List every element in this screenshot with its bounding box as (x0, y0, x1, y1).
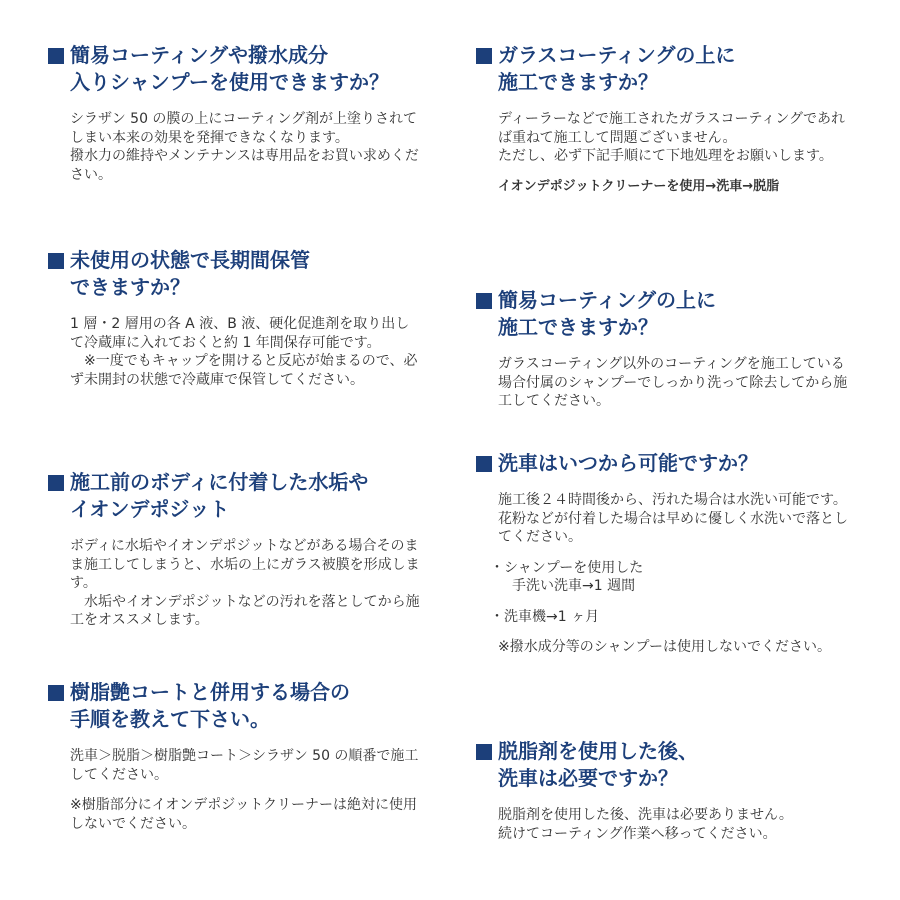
square-bullet-icon (476, 456, 492, 472)
list-item: ・シャンプーを使用した (490, 559, 644, 576)
faq-glass-coating (476, 42, 886, 196)
faq-heading: 施工前のボディに付着した水垢や イオンデポジット (48, 469, 443, 523)
faq-answer: ボディに水垢やイオンデポジットなどがある場合そのまま施工してしまうと、水垢の上にガラス被膜を形成します。 水垢やイオンデポジットなどの汚れを落としてから施工をオススメします。 (70, 538, 420, 628)
square-bullet-icon (48, 253, 64, 269)
faq-answer: シラザン 50 の膜の上にコーティング剤が上塗りされてしまい本来の効果を発揮できなくなります。 撥水力の維持やメンテナンスは専用品をお買い求めください。 (70, 111, 419, 183)
faq-shampoo (48, 42, 443, 184)
faq-answer: 洗車＞脱脂＞樹脂艶コート＞シラザン 50 の順番で施工してください。 ※樹脂部分にイオンデポジットクリーナーは絶対に使用しないでください。 (70, 748, 419, 832)
faq-heading: ガラスコーティングの上に 施工できますか？ (476, 42, 886, 96)
square-bullet-icon (476, 293, 492, 309)
faq-heading: 樹脂艶コートと併用する場合の 手順を教えて下さい。 (48, 679, 443, 733)
square-bullet-icon (48, 685, 64, 701)
faq-water-spots (48, 469, 443, 630)
faq-answer: ガラスコーティング以外のコーティングを施工している場合付属のシャンプーでしっかり洗って除去してから施工してください。 (498, 356, 848, 409)
faq-resin-coat (48, 679, 443, 833)
list-item: 手洗い洗車→1 週間 (512, 578, 636, 594)
faq-heading: 簡易コーティングや撥水成分 入りシャンプーを使用できますか？ (48, 42, 443, 96)
faq-simple-coating (476, 287, 886, 411)
procedure-steps: イオンデポジットクリーナーを使用→洗車→脱脂 (498, 178, 780, 194)
faq-heading: 脱脂剤を使用した後、 洗車は必要ですか？ (476, 738, 886, 792)
faq-heading: 洗車はいつから可能ですか？ (476, 450, 886, 477)
faq-heading: 未使用の状態で長期間保管 できますか？ (48, 247, 443, 301)
square-bullet-icon (48, 475, 64, 491)
faq-car-wash (476, 450, 886, 657)
faq-heading: 簡易コーティングの上に 施工できますか？ (476, 287, 886, 341)
faq-answer: 施工後２４時間後から、汚れた場合は水洗い可能です。 花粉などが付着した場合は早めに優しく水洗いで落としてください。 ・シャンプーを使用した 手洗い洗車→1 週間 ・洗車機→1 ヶ月 ※撥水成分等のシャンプーは使用しないでください。 (476, 491, 858, 657)
square-bullet-icon (48, 48, 64, 64)
square-bullet-icon (476, 48, 492, 64)
faq-answer: 1 層・2 層用の各 A 液、B 液、硬化促進剤を取り出して冷蔵庫に入れておくと約 1 年間保存可能です。 ※一度でもキャップを開けると反応が始まるので、必ず未開封の状態で冷蔵庫で保管してください。 (70, 316, 418, 388)
faq-storage (48, 247, 443, 389)
faq-answer: 脱脂剤を使用した後、洗車は必要ありません。 続けてコーティング作業へ移ってください。 (498, 807, 793, 842)
square-bullet-icon (476, 744, 492, 760)
faq-degreaser (476, 738, 886, 843)
faq-answer: ディーラーなどで施工されたガラスコーティングであれば重ねて施工して問題ございません。 ただし、必ず下記手順にて下地処理をお願いします。 イオンデポジットクリーナーを使用→洗車→脱脂 (476, 110, 858, 196)
list-item: ・洗車機→1 ヶ月 (490, 608, 600, 625)
